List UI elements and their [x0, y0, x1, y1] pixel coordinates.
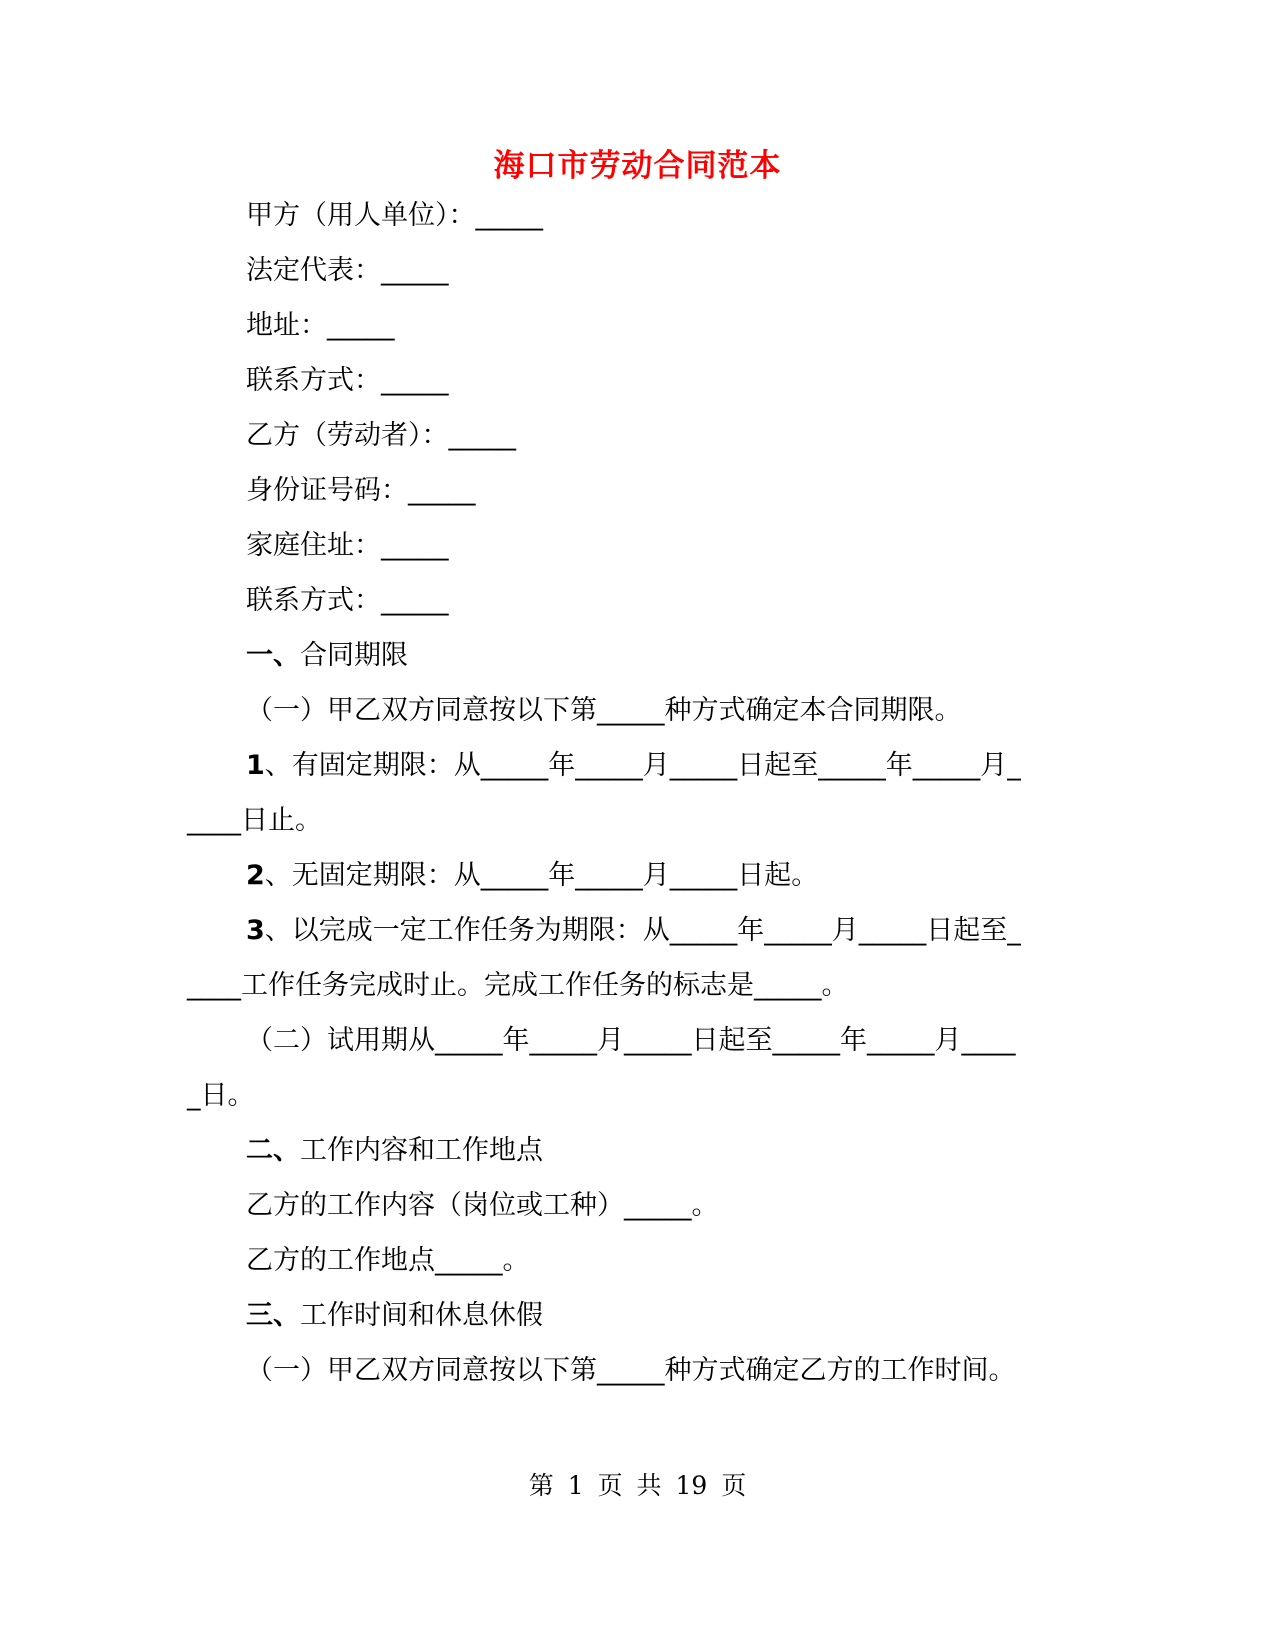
paragraph-line	[187, 306, 1077, 361]
line-text: 、有固定期限：从_____年_____月_____日起至_____年_____月_	[264, 750, 1021, 781]
paragraph-line	[187, 471, 1077, 526]
paragraph-line	[187, 1351, 1077, 1406]
paragraph-line	[187, 1076, 1077, 1131]
paragraph-line	[187, 1186, 1077, 1241]
paragraph-line	[187, 636, 1077, 691]
line-text: 工作时间和休息休假	[300, 1300, 543, 1331]
paragraph-line	[187, 526, 1077, 581]
paragraph-line	[187, 911, 1077, 966]
paragraph-line	[187, 251, 1077, 306]
line-text: （二）试用期从_____年_____月_____日起至_____年_____月____	[246, 1025, 1016, 1056]
paragraph-line	[187, 691, 1077, 746]
line-text: 身份证号码：_____	[246, 475, 476, 506]
paragraph-line	[187, 746, 1077, 801]
paragraph-line	[187, 361, 1077, 416]
line-text: ____日止。	[187, 805, 322, 836]
paragraph-line	[187, 1021, 1077, 1076]
line-text: 乙方（劳动者）：_____	[246, 420, 516, 451]
line-text: 联系方式：_____	[246, 365, 449, 396]
paragraph-line	[187, 581, 1077, 636]
paragraph-line	[187, 966, 1077, 1021]
line-text: _日。	[187, 1080, 255, 1111]
paragraph-line	[187, 1241, 1077, 1296]
bold-label: 2	[246, 860, 265, 891]
line-text: （一）甲乙双方同意按以下第_____种方式确定本合同期限。	[246, 695, 962, 726]
line-text: 地址：_____	[246, 310, 395, 341]
line-text: ____工作任务完成时止。完成工作任务的标志是_____。	[187, 970, 849, 1001]
line-text: 联系方式：_____	[246, 585, 449, 616]
paragraph-line	[187, 1131, 1077, 1186]
paragraph-line	[187, 801, 1077, 856]
line-text: 合同期限	[300, 640, 408, 671]
line-text: 乙方的工作地点_____。	[246, 1245, 530, 1276]
paragraph-line	[187, 856, 1077, 911]
paragraph-line	[187, 416, 1077, 471]
bold-label: 一、	[246, 640, 300, 671]
line-text: 、以完成一定工作任务为期限：从_____年_____月_____日起至_	[264, 915, 1021, 946]
document-body	[187, 196, 1077, 1406]
bold-label: 3	[246, 915, 265, 946]
line-text: 法定代表：_____	[246, 255, 449, 286]
paragraph-line	[187, 196, 1077, 251]
bold-label: 1	[246, 750, 265, 781]
page-footer: 第 1 页 共 19 页	[528, 1471, 747, 1500]
line-text: 、无固定期限：从_____年_____月_____日起。	[264, 860, 819, 891]
document-title: 海口市劳动合同范本	[493, 148, 782, 184]
paragraph-line	[187, 1296, 1077, 1351]
line-text: 乙方的工作内容（岗位或工种）_____。	[246, 1190, 719, 1221]
bold-label: 三、	[246, 1300, 300, 1331]
line-text: 工作内容和工作地点	[300, 1135, 543, 1166]
line-text: 甲方（用人单位）：_____	[246, 200, 543, 231]
line-text: 家庭住址：_____	[246, 530, 449, 561]
line-text: （一）甲乙双方同意按以下第_____种方式确定乙方的工作时间。	[246, 1355, 1016, 1386]
bold-label: 二、	[246, 1135, 300, 1166]
